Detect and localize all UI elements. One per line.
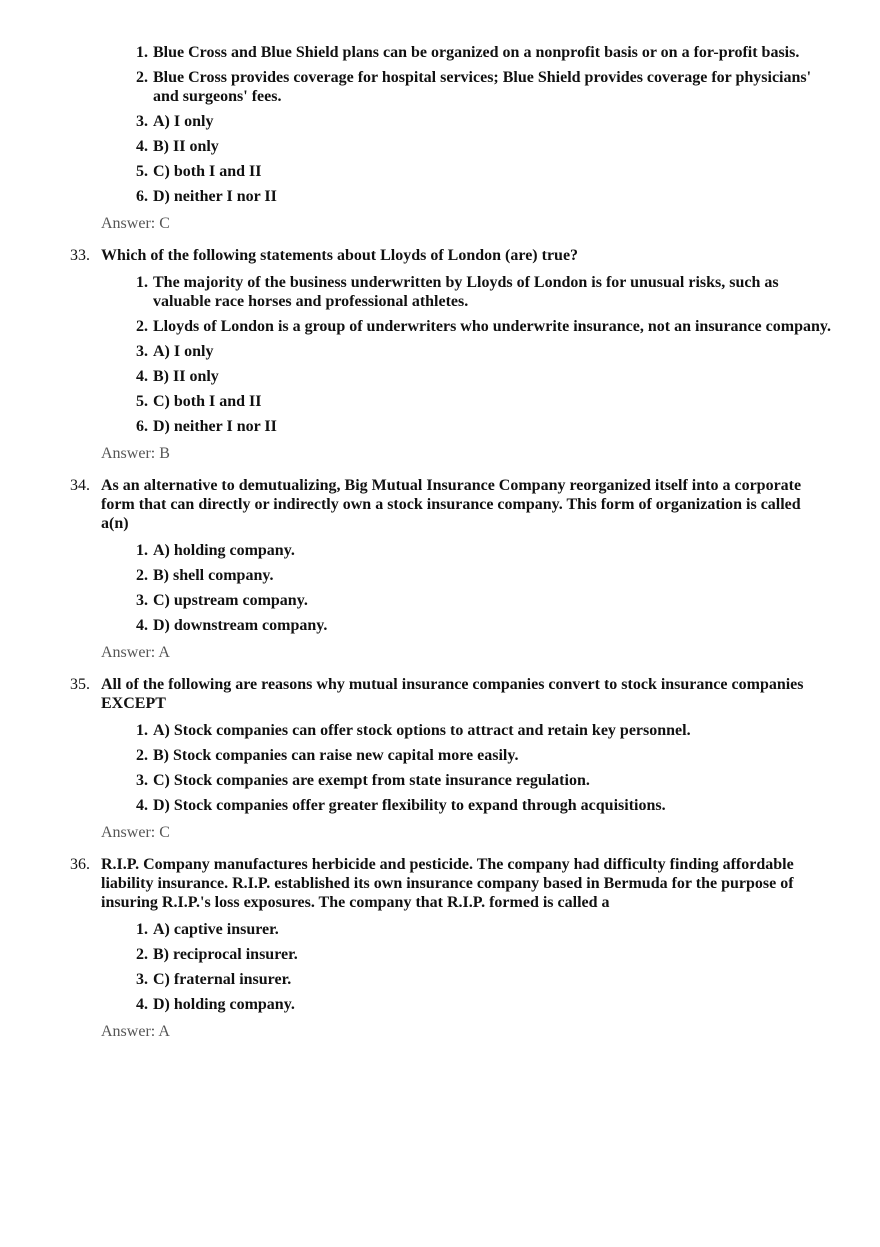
option-number: 1. xyxy=(136,44,148,61)
question-text xyxy=(0,476,880,533)
answer-key: Answer: A xyxy=(101,1023,170,1040)
question-number: 35. xyxy=(70,676,90,693)
question-stem: As an alternative to demutualizing, Big Mutual Insurance Company reorganized itself into a corporate form that can directly or indirectly own a stock insurance company. This form of organization is called a(n) xyxy=(101,477,802,532)
option-number: 1. xyxy=(136,542,148,559)
answer-option xyxy=(0,616,880,635)
answer-option xyxy=(0,796,880,815)
question-text xyxy=(0,855,880,912)
answer-option xyxy=(0,392,880,411)
option-number: 4. xyxy=(136,368,148,385)
option-text: A) Stock companies can offer stock options to attract and retain key personnel. xyxy=(153,722,691,739)
option-text: D) Stock companies offer greater flexibility to expand through acquisitions. xyxy=(153,797,666,814)
question-block xyxy=(0,855,880,1041)
option-number: 3. xyxy=(136,113,148,130)
question-stem: R.I.P. Company manufactures herbicide and pesticide. The company had difficulty finding affordable liability insurance. R.I.P. established its own insurance company based in Bermuda for the purpose of insuring R.I.P.'s loss exposures. The company that R.I.P. formed is called a xyxy=(101,856,794,911)
question-block xyxy=(0,43,880,233)
answer-option xyxy=(0,541,880,560)
option-text: C) both I and II xyxy=(153,393,262,410)
option-number: 2. xyxy=(136,567,148,584)
answer-option xyxy=(0,417,880,436)
option-text: Blue Cross provides coverage for hospital services; Blue Shield provides coverage for physicians' and surgeons' fees. xyxy=(153,69,812,105)
option-text: C) upstream company. xyxy=(153,592,308,609)
answer-option xyxy=(0,566,880,585)
option-number: 2. xyxy=(136,747,148,764)
question-number: 36. xyxy=(70,856,90,873)
answer-key: Answer: C xyxy=(101,824,170,841)
option-number: 6. xyxy=(136,188,148,205)
question-text xyxy=(0,675,880,713)
answer-option xyxy=(0,187,880,206)
answer-option xyxy=(0,995,880,1014)
option-text: B) II only xyxy=(153,138,219,155)
option-number: 4. xyxy=(136,138,148,155)
option-text: A) I only xyxy=(153,113,214,130)
answer-option xyxy=(0,68,880,106)
answer-option xyxy=(0,591,880,610)
question-stem: All of the following are reasons why mutual insurance companies convert to stock insurance companies EXCEPT xyxy=(101,676,804,712)
option-text: A) holding company. xyxy=(153,542,295,559)
answer-option xyxy=(0,162,880,181)
option-text: B) reciprocal insurer. xyxy=(153,946,298,963)
option-text: B) shell company. xyxy=(153,567,274,584)
answer-key: Answer: B xyxy=(101,445,170,462)
answer-option xyxy=(0,317,880,336)
option-number: 6. xyxy=(136,418,148,435)
option-text: C) fraternal insurer. xyxy=(153,971,292,988)
option-text: Blue Cross and Blue Shield plans can be organized on a nonprofit basis or on a for-profit basis. xyxy=(153,44,800,61)
option-text: C) both I and II xyxy=(153,163,262,180)
option-text: B) II only xyxy=(153,368,219,385)
option-text: D) neither I nor II xyxy=(153,188,277,205)
answer-option xyxy=(0,970,880,989)
option-number: 2. xyxy=(136,69,148,86)
question-stem: Which of the following statements about Lloyds of London (are) true? xyxy=(101,247,579,264)
option-text: A) captive insurer. xyxy=(153,921,279,938)
option-number: 4. xyxy=(136,797,148,814)
option-number: 5. xyxy=(136,393,148,410)
option-number: 4. xyxy=(136,617,148,634)
option-text: Lloyds of London is a group of underwriters who underwrite insurance, not an insurance company. xyxy=(153,318,831,335)
question-number: 33. xyxy=(70,247,90,264)
question-number: 34. xyxy=(70,477,90,494)
answer-key: Answer: C xyxy=(101,215,170,232)
answer-option xyxy=(0,273,880,311)
answer-option xyxy=(0,721,880,740)
question-block xyxy=(0,476,880,662)
option-number: 3. xyxy=(136,971,148,988)
option-text: The majority of the business underwritten by Lloyds of London is for unusual risks, such as valuable race horses and professional athletes. xyxy=(153,274,779,310)
answer-option xyxy=(0,43,880,62)
answer-option xyxy=(0,771,880,790)
option-text: C) Stock companies are exempt from state insurance regulation. xyxy=(153,772,590,789)
option-text: A) I only xyxy=(153,343,214,360)
answer-option xyxy=(0,342,880,361)
answer-option xyxy=(0,367,880,386)
question-text xyxy=(0,246,880,265)
option-number: 1. xyxy=(136,274,148,291)
option-number: 4. xyxy=(136,996,148,1013)
option-number: 3. xyxy=(136,343,148,360)
answer-option xyxy=(0,746,880,765)
option-number: 1. xyxy=(136,722,148,739)
option-number: 1. xyxy=(136,921,148,938)
option-number: 2. xyxy=(136,318,148,335)
answer-option xyxy=(0,920,880,939)
question-block xyxy=(0,246,880,463)
option-number: 3. xyxy=(136,772,148,789)
option-text: D) holding company. xyxy=(153,996,295,1013)
option-text: D) neither I nor II xyxy=(153,418,277,435)
question-block xyxy=(0,675,880,842)
option-number: 3. xyxy=(136,592,148,609)
answer-option xyxy=(0,112,880,131)
answer-key: Answer: A xyxy=(101,644,170,661)
option-number: 5. xyxy=(136,163,148,180)
answer-option xyxy=(0,945,880,964)
answer-option xyxy=(0,137,880,156)
option-text: B) Stock companies can raise new capital more easily. xyxy=(153,747,519,764)
option-text: D) downstream company. xyxy=(153,617,328,634)
option-number: 2. xyxy=(136,946,148,963)
